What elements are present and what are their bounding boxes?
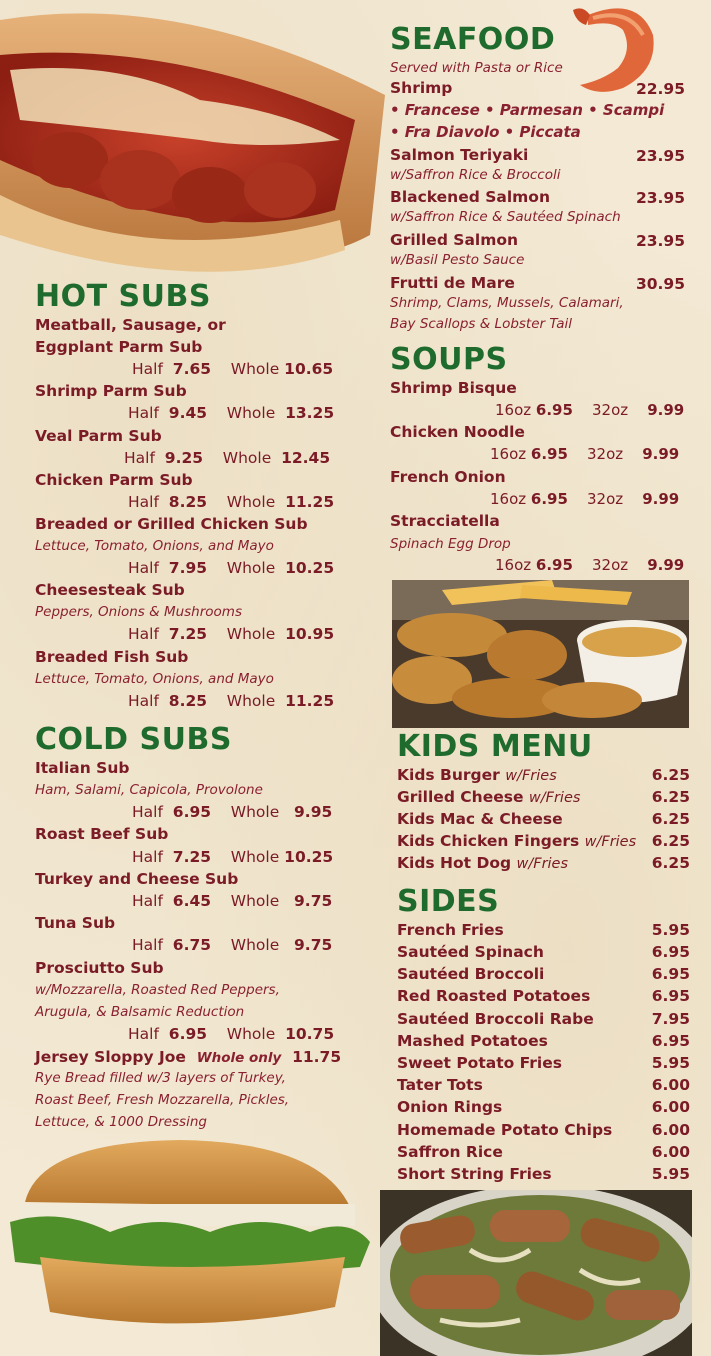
hot-subs-title: HOT SUBS xyxy=(35,279,211,314)
side-item-price: 6.95 xyxy=(651,943,690,961)
soup-desc: Spinach Egg Drop xyxy=(390,536,511,552)
kids-item-price: 6.25 xyxy=(651,832,690,850)
side-item-name: Sautéed Broccoli xyxy=(397,965,545,983)
hot-sub-prices: Half 8.25 Whole 11.25 xyxy=(128,493,335,511)
soup-prices: 16oz 6.95 32oz 9.99 xyxy=(490,445,680,463)
side-item-price: 6.00 xyxy=(651,1143,690,1161)
hot-sub-name: Chicken Parm Sub xyxy=(35,471,193,489)
side-item-name: Sweet Potato Fries xyxy=(397,1054,562,1072)
sloppy-joe-desc-3: Lettuce, & 1000 Dressing xyxy=(35,1114,207,1130)
side-item-price: 6.00 xyxy=(651,1098,690,1116)
chicken-fingers-photo xyxy=(392,580,689,728)
cold-sub-desc: Ham, Salami, Capicola, Provolone xyxy=(35,782,263,798)
sides-title: SIDES xyxy=(397,884,500,919)
soup-name: Chicken Noodle xyxy=(390,423,525,441)
side-item-price: 5.95 xyxy=(651,921,690,939)
sloppy-joe-name: Jersey Sloppy Joe Whole only 11.75 xyxy=(35,1048,342,1066)
kids-item-name: Kids Mac & Cheese xyxy=(397,810,563,828)
kids-item-name: Kids Chicken Fingers w/Fries xyxy=(397,832,637,850)
hot-sub-name: Shrimp Parm Sub xyxy=(35,382,187,400)
kids-item-name: Kids Burger w/Fries xyxy=(397,766,557,784)
seafood-item-price: 23.95 xyxy=(635,147,685,165)
seafood-subtitle: Served with Pasta or Rice xyxy=(390,60,563,76)
kids-item-price: 6.25 xyxy=(651,854,690,872)
seafood-item-desc: w/Saffron Rice & Sautéed Spinach xyxy=(390,209,621,225)
side-item-name: Red Roasted Potatoes xyxy=(397,987,591,1005)
shrimp-styles-2: • Fra Diavolo • Piccata xyxy=(390,123,581,141)
side-item-name: Short String Fries xyxy=(397,1165,552,1183)
soup-prices: 16oz 6.95 32oz 9.99 xyxy=(490,490,680,508)
seafood-item-desc: w/Basil Pesto Sauce xyxy=(390,252,525,268)
side-item-price: 6.00 xyxy=(651,1076,690,1094)
hot-sub-name: Breaded Fish Sub xyxy=(35,648,189,666)
cold-sub-prices: Half 6.95 Whole 9.95 xyxy=(132,803,333,821)
sloppy-joe-desc-1: Rye Bread filled w/3 layers of Turkey, xyxy=(35,1070,286,1086)
kids-item-price: 6.25 xyxy=(651,766,690,784)
sloppy-joe-note: Whole only xyxy=(196,1050,282,1066)
kids-item-name: Grilled Cheese w/Fries xyxy=(397,788,581,806)
shrimp-styles-1: • Francese • Parmesan • Scampi xyxy=(390,101,665,119)
hot-sub-prices: Half 7.95 Whole 10.25 xyxy=(128,559,335,577)
cold-sub-name: Italian Sub xyxy=(35,759,130,777)
seafood-item-name: Frutti de Mare xyxy=(390,274,515,292)
soup-name: Shrimp Bisque xyxy=(390,379,517,397)
side-item-price: 6.95 xyxy=(651,987,690,1005)
soup-prices: 16oz 6.95 32oz 9.99 xyxy=(495,401,685,419)
soup-name: Stracciatella xyxy=(390,512,500,530)
kids-item-price: 6.25 xyxy=(651,788,690,806)
hot-sub-name: Veal Parm Sub xyxy=(35,427,162,445)
hot-sub-name: Breaded or Grilled Chicken Sub xyxy=(35,515,308,533)
cold-sub-prices: Half 6.45 Whole 9.75 xyxy=(132,892,333,910)
cold-sub-desc-2: Arugula, & Balsamic Reduction xyxy=(35,1004,245,1020)
shrimp-name: Shrimp xyxy=(390,79,453,97)
seafood-item-name: Grilled Salmon xyxy=(390,231,519,249)
side-item-name: Mashed Potatoes xyxy=(397,1032,548,1050)
hot-sub-desc: Lettuce, Tomato, Onions, and Mayo xyxy=(35,671,274,687)
seafood-title: SEAFOOD xyxy=(390,22,556,57)
side-item-name: Sautéed Broccoli Rabe xyxy=(397,1010,594,1028)
cold-sub-name: Turkey and Cheese Sub xyxy=(35,870,239,888)
cold-sub-name: Roast Beef Sub xyxy=(35,825,169,843)
seafood-item-desc-2: Bay Scallops & Lobster Tail xyxy=(390,316,572,332)
side-item-price: 5.95 xyxy=(651,1165,690,1183)
seafood-item-name: Blackened Salmon xyxy=(390,188,550,206)
side-item-price: 5.95 xyxy=(651,1054,690,1072)
soup-prices: 16oz 6.95 32oz 9.99 xyxy=(495,556,685,574)
side-item-name: French Fries xyxy=(397,921,504,939)
hot-sub-prices: Half 7.25 Whole 10.95 xyxy=(128,625,335,643)
cold-sub-desc: w/Mozzarella, Roasted Red Peppers, xyxy=(35,982,280,998)
shrimp-price: 22.95 xyxy=(635,80,685,98)
hot-sub-prices: Half 7.65 Whole 10.65 xyxy=(132,360,334,378)
hot-sub-prices: Half 8.25 Whole 11.25 xyxy=(128,692,335,710)
seafood-item-desc: Shrimp, Clams, Mussels, Calamari, xyxy=(390,295,624,311)
side-item-price: 6.95 xyxy=(651,965,690,983)
side-item-price: 6.95 xyxy=(651,1032,690,1050)
hot-sub-desc: Peppers, Onions & Mushrooms xyxy=(35,604,242,620)
hot-sub-prices: Half 9.45 Whole 13.25 xyxy=(128,404,335,422)
sloppy-joe-desc-2: Roast Beef, Fresh Mozzarella, Pickles, xyxy=(35,1092,290,1108)
side-item-name: Onion Rings xyxy=(397,1098,503,1116)
hot-sub-prices: Half 9.25 Whole 12.45 xyxy=(124,449,331,467)
seafood-item-name: Salmon Teriyaki xyxy=(390,146,529,164)
kids-menu-title: KIDS MENU xyxy=(397,729,593,764)
cold-sub-prices: Half 7.25 Whole 10.25 xyxy=(132,848,334,866)
seafood-item-price: 30.95 xyxy=(635,275,685,293)
soups-title: SOUPS xyxy=(390,342,508,377)
hot-sub-desc: Lettuce, Tomato, Onions, and Mayo xyxy=(35,538,274,554)
seafood-item-price: 23.95 xyxy=(635,232,685,250)
side-item-name: Tater Tots xyxy=(397,1076,483,1094)
cold-sub-prices: Half 6.95 Whole 10.75 xyxy=(128,1025,335,1043)
hot-sub-name: Cheesesteak Sub xyxy=(35,581,185,599)
side-item-name: Sautéed Spinach xyxy=(397,943,544,961)
cold-sub-name: Tuna Sub xyxy=(35,914,116,932)
chicken-sandwich-photo xyxy=(0,1132,375,1356)
sloppy-joe-price: 11.75 xyxy=(292,1048,342,1066)
kids-item-price: 6.25 xyxy=(651,810,690,828)
cold-sub-name: Prosciutto Sub xyxy=(35,959,164,977)
side-item-price: 6.00 xyxy=(651,1121,690,1139)
seafood-item-desc: w/Saffron Rice & Broccoli xyxy=(390,167,561,183)
side-item-price: 7.95 xyxy=(651,1010,690,1028)
kids-item-name: Kids Hot Dog w/Fries xyxy=(397,854,569,872)
meatball-sub-photo xyxy=(0,0,390,290)
hot-sub-name-2: Eggplant Parm Sub xyxy=(35,338,203,356)
cold-sub-prices: Half 6.75 Whole 9.75 xyxy=(132,936,333,954)
side-item-name: Saffron Rice xyxy=(397,1143,503,1161)
seafood-item-price: 23.95 xyxy=(635,189,685,207)
hot-sub-name: Meatball, Sausage, or xyxy=(35,316,226,334)
sausage-peppers-photo xyxy=(380,1190,692,1356)
side-item-name: Homemade Potato Chips xyxy=(397,1121,613,1139)
cold-subs-title: COLD SUBS xyxy=(35,722,232,757)
soup-name: French Onion xyxy=(390,468,506,486)
